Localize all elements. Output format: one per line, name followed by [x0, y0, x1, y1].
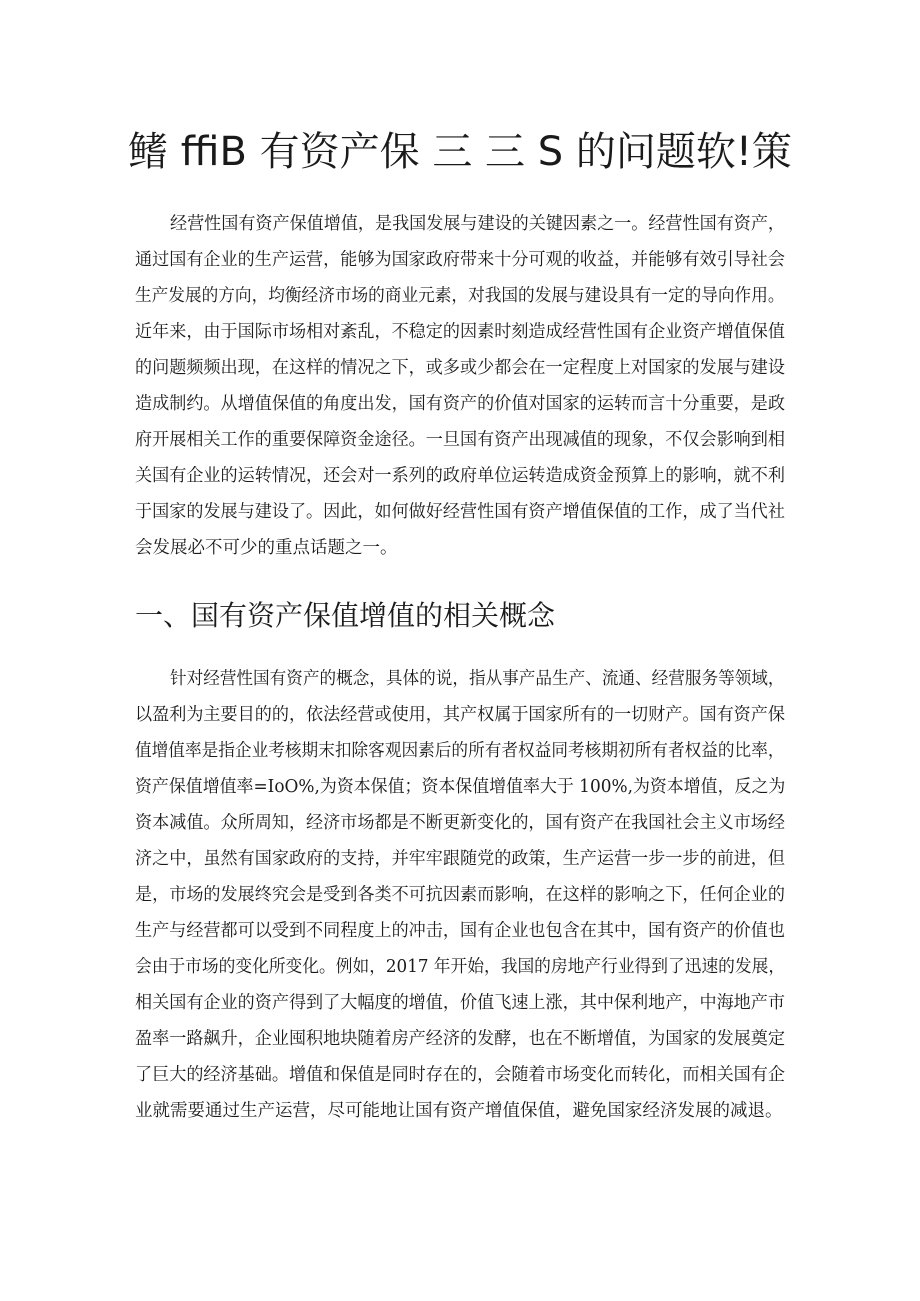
text-line: 通过国有企业的生产运营，能够为国家政府带来十分可观的收益，并能够有效引导社会 [135, 250, 785, 270]
text-line: 于国家的发展与建设了。因此，如何做好经营性国有资产增值保值的工作，成了当代社 [135, 502, 785, 522]
text-line: 府开展相关工作的重要保障资金途径。一旦国有资产出现减值的现象，不仅会影响到相 [135, 430, 785, 450]
text-line: 会由于市场的变化所变化。例如，2017 年开始，我国的房地产行业得到了迅速的发展， [135, 957, 786, 977]
text-line: 济之中，虽然有国家政府的支持，并牢牢跟随党的政策，生产运营一步一步的前进，但 [135, 849, 785, 869]
document-title: 鳍 ffiB 有资产保 三 三 S 的问题软!策 [128, 129, 792, 175]
text-line: 的问题频频出现，在这样的情况之下，或多或少都会在一定程度上对国家的发展与建设 [135, 358, 785, 378]
text-line: 经营性国有资产保值增值，是我国发展与建设的关键因素之一。经营性国有资产， [170, 214, 785, 234]
text-line: 关国有企业的运转情况，还会对一系列的政府单位运转造成资金预算上的影响，就不利 [135, 466, 785, 486]
text-line: 以盈利为主要目的的，依法经营或使用，其产权属于国家所有的一切财产。国有资产保 [135, 705, 785, 725]
text-line: 近年来，由于国际市场相对紊乱，不稳定的因素时刻造成经营性国有企业资产增值保值 [135, 322, 785, 342]
text-line: 相关国有企业的资产得到了大幅度的增值，价值飞速上涨，其中保利地产，中海地产市 [135, 993, 785, 1013]
text-line: 生产与经营都可以受到不同程度上的冲击，国有企业也包含在其中，国有资产的价值也 [135, 921, 785, 941]
text-line: 业就需要通过生产运营，尽可能地让国有资产增值保值，避免国家经济发展的减退。 [135, 1101, 783, 1121]
text-line: 资产保值增值率=IoO%,为资本保值；资本保值增值率大于 100%,为资本增值，反之为 [135, 777, 786, 797]
text-line: 资本减值。众所周知，经济市场都是不断更新变化的，国有资产在我国社会主义市场经 [135, 813, 785, 833]
text-line: 是，市场的发展终究会是受到各类不可抗因素而影响，在这样的影响之下，任何企业的 [135, 885, 785, 905]
text-line: 针对经营性国有资产的概念，具体的说，指从事产品生产、流通、经营服务等领域， [170, 669, 785, 689]
text-line: 生产发展的方向，均衡经济市场的商业元素，对我国的发展与建设具有一定的导向作用。 [135, 286, 785, 306]
text-line: 值增值率是指企业考核期末扣除客观因素后的所有者权益同考核期初所有者权益的比率， [135, 741, 785, 761]
text-line: 造成制约。从增值保值的角度出发，国有资产的价值对国家的运转而言十分重要，是政 [135, 394, 785, 414]
text-line: 盈率一路飙升，企业囤积地块随着房产经济的发酵，也在不断增值，为国家的发展奠定 [135, 1029, 785, 1049]
text-line: 会发展必不可少的重点话题之一。 [135, 538, 398, 558]
section-heading: 一、国有资产保值增值的相关概念 [135, 599, 556, 632]
text-line: 了巨大的经济基础。增值和保值是同时存在的，会随着市场变化而转化，而相关国有企 [135, 1065, 785, 1085]
